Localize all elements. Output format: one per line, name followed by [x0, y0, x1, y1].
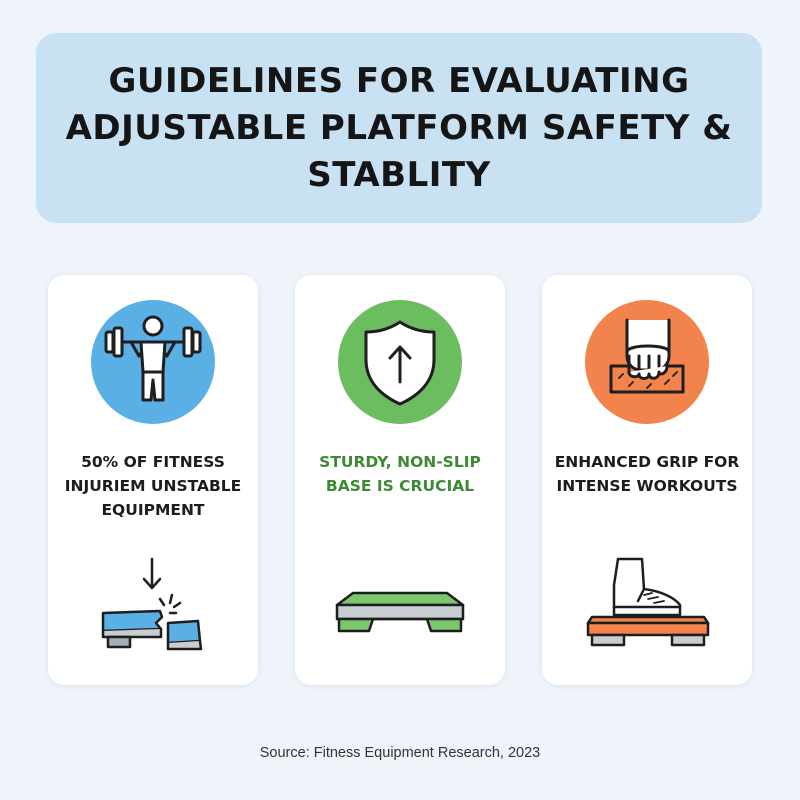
green-step-platform-icon — [295, 545, 505, 665]
shield-arrow-icon — [338, 300, 462, 424]
weightlifter-icon — [91, 300, 215, 424]
card-non-slip-base — [295, 275, 505, 685]
card-text: STURDY, NON-SLIP BASE IS CRUCIAL — [319, 453, 481, 495]
page-title: GUIDELINES FOR EVALUATING ADJUSTABLE PLATFORM SAFETY & STABLITY — [65, 60, 733, 195]
shoe-on-step-platform-icon — [542, 545, 752, 665]
card-enhanced-grip — [542, 275, 752, 685]
broken-step-platform-icon — [48, 545, 258, 665]
card-text: 50% OF FITNESS INJURIEM UNSTABLE EQUIPMENT — [64, 453, 242, 519]
card-unstable-equipment — [48, 275, 258, 685]
title-banner — [36, 33, 762, 223]
card-text: ENHANCED GRIP FOR INTENSE WORKOUTS — [554, 453, 740, 495]
hand-grip-icon — [585, 300, 709, 424]
source-caption: Source: Fitness Equipment Research, 2023 — [259, 745, 541, 761]
